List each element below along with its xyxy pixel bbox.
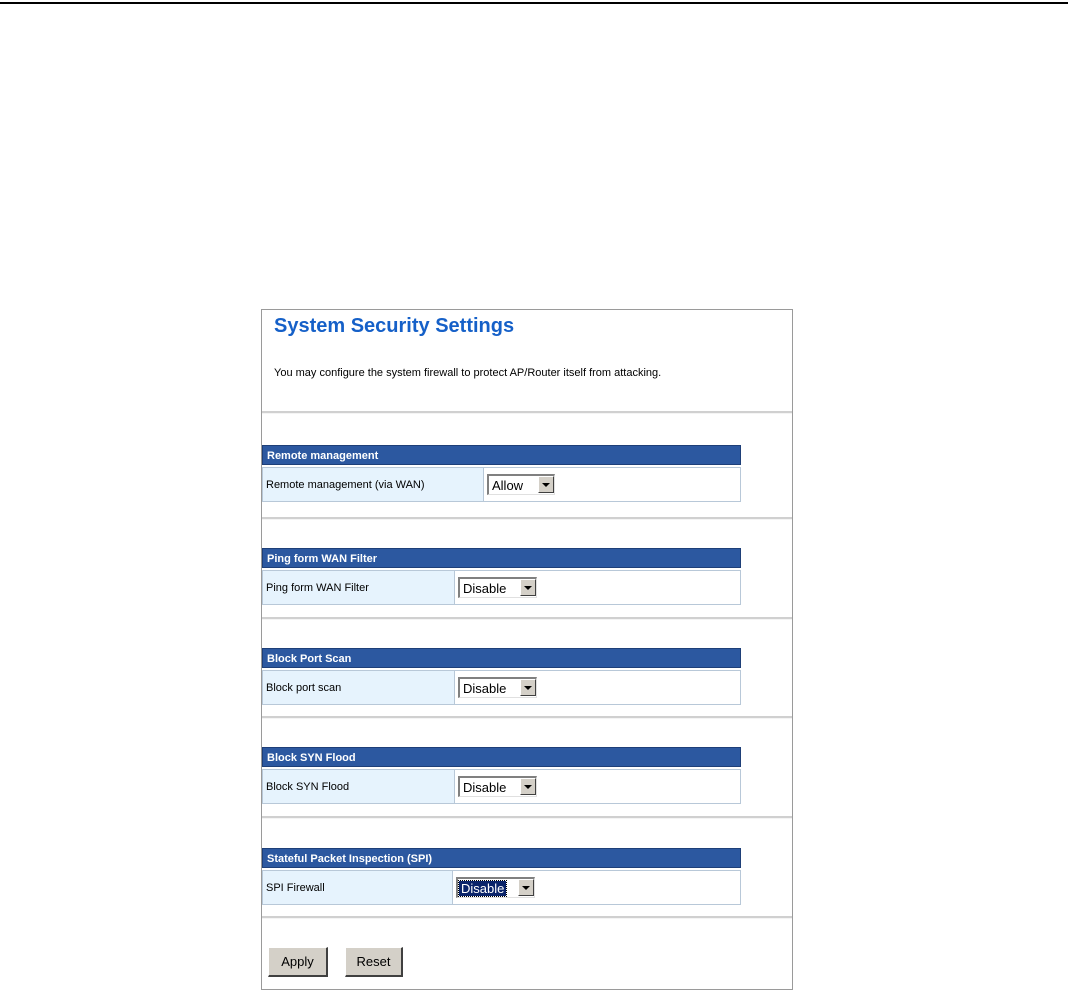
reset-button[interactable]: Reset: [345, 947, 403, 977]
setting-value-cell: [484, 467, 741, 502]
setting-row: [262, 670, 741, 705]
divider: [262, 716, 792, 719]
select-value: Allow: [492, 477, 524, 493]
chevron-down-icon[interactable]: [520, 679, 536, 696]
chevron-down-icon[interactable]: [520, 579, 536, 596]
setting-label: Remote management (via WAN): [262, 467, 484, 502]
chevron-down-icon[interactable]: [520, 778, 536, 795]
setting-value-cell: [455, 769, 741, 804]
settings-panel: [261, 309, 793, 990]
setting-value-cell: [455, 570, 741, 605]
block-port-scan-select[interactable]: [458, 677, 537, 698]
page-intro: You may configure the system firewall to protect AP/Router itself from attacking.: [274, 367, 662, 379]
divider: [262, 411, 792, 414]
divider: [262, 816, 792, 819]
setting-label: Block port scan: [262, 670, 455, 705]
section-header: Ping form WAN Filter: [262, 548, 741, 568]
section-header: Remote management: [262, 445, 741, 465]
setting-row: [262, 570, 741, 605]
divider: [262, 617, 792, 620]
section-header: Block Port Scan: [262, 648, 741, 668]
spi-firewall-select[interactable]: [456, 877, 535, 898]
top-rule: [0, 2, 1068, 4]
apply-button[interactable]: Apply: [268, 947, 328, 977]
remote-management-select[interactable]: [487, 474, 555, 495]
setting-row: [262, 870, 741, 905]
section-header: Stateful Packet Inspection (SPI): [262, 848, 741, 868]
setting-label: SPI Firewall: [262, 870, 453, 905]
section-block-port-scan: [262, 648, 741, 705]
setting-value-cell: [453, 870, 741, 905]
section-spi: [262, 848, 741, 905]
divider: [262, 517, 792, 520]
setting-row: [262, 769, 741, 804]
setting-value-cell: [455, 670, 741, 705]
divider: [262, 916, 792, 919]
page-title: System Security Settings: [274, 315, 515, 337]
chevron-down-icon[interactable]: [518, 879, 534, 896]
section-header: Block SYN Flood: [262, 747, 741, 767]
chevron-down-icon[interactable]: [538, 476, 554, 493]
setting-row: [262, 467, 741, 502]
ping-wan-filter-select[interactable]: [458, 577, 537, 598]
select-value: Disable: [461, 880, 505, 896]
section-remote-management: [262, 445, 741, 502]
select-value: Disable: [463, 580, 507, 596]
setting-label: Ping form WAN Filter: [262, 570, 455, 605]
setting-label: Block SYN Flood: [262, 769, 455, 804]
select-value: Disable: [463, 680, 507, 696]
block-syn-flood-select[interactable]: [458, 776, 537, 797]
section-block-syn-flood: [262, 747, 741, 804]
section-ping-wan-filter: [262, 548, 741, 605]
select-value: Disable: [463, 779, 507, 795]
